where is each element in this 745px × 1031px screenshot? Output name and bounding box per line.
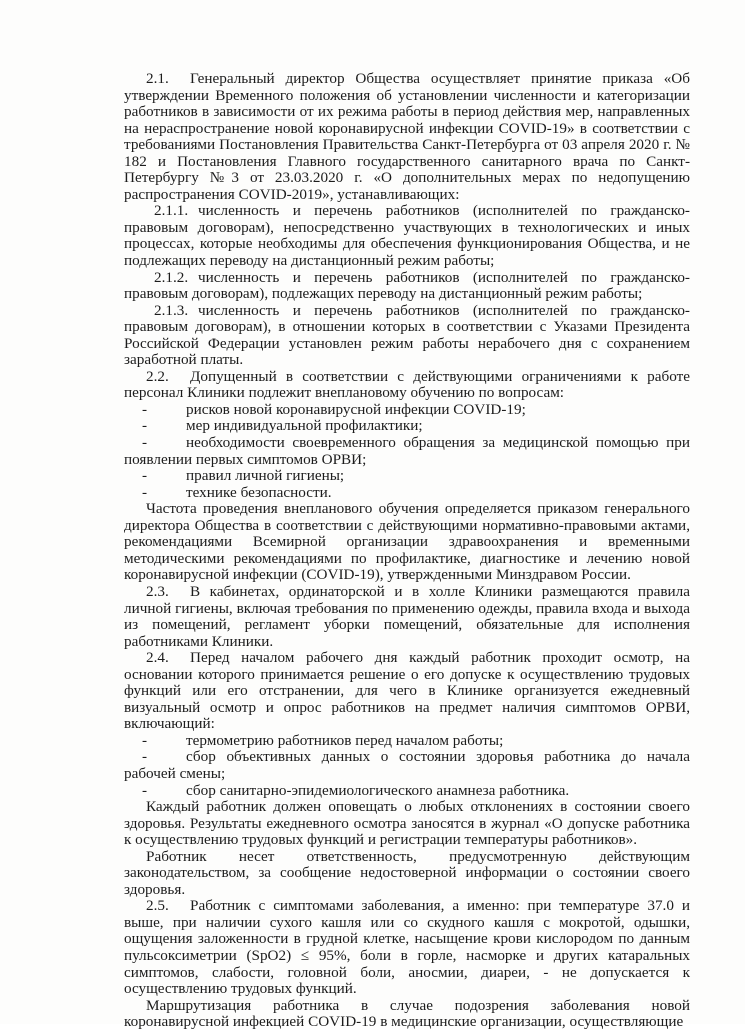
clause-number: 2.3.	[146, 582, 169, 600]
list-item	[124, 435, 690, 468]
list-item-text: технике безопасности.	[186, 483, 332, 501]
paragraph-text: Перед началом рабочего дня каждый работник проходит осмотр, на основании которого принимается решение о его допуске к осуществлению трудовых функций или его отстранении, для чего в Клинике организуется ежедневный визуальный осмотр и опрос работников на предмет наличия симптомов ОРВИ, включающий:	[124, 649, 690, 733]
paragraph-text: численность и перечень работников (исполнителей по гражданско-правовым договорам), в отношении которых в соответствии с Указами Президента Российской Федерации установлен режим работы нерабочего дня с сохранением заработной платы.	[124, 301, 690, 369]
paragraph-routing	[124, 998, 690, 1031]
paragraph-2-2	[124, 369, 690, 402]
clause-number: 2.1.1.	[154, 202, 189, 220]
list-item	[124, 485, 690, 502]
list-item-text: рисков новой коронавирусной инфекции COVID-19;	[186, 400, 526, 418]
paragraph-2-1-1	[124, 203, 690, 269]
list-dash: -	[142, 748, 148, 766]
list-item-text: правил личной гигиены;	[186, 467, 345, 485]
paragraph-text: численность и перечень работников (исполнителей по гражданско-правовым договорам), подлежащих переводу на дистанционный режим работы;	[124, 268, 690, 303]
paragraph-text: Частота проведения внепланового обучения определяется приказом генерального директора Общества в соответствии с действующими нормативно-правовыми актами, рекомендациями Всемирной организации здравоохранения и временными методическими рекомендациями по профилактике, диагностике и лечению новой коронавирусной инфекции (COVID-19), утвержденными Минздравом России.	[124, 500, 690, 584]
clause-number: 2.1.3.	[154, 301, 189, 319]
list-item	[124, 402, 690, 419]
list-item-text: сбор санитарно-эпидемиологического анамнеза работника.	[186, 781, 570, 799]
paragraph-responsibility	[124, 849, 690, 899]
paragraph-2-1	[124, 71, 690, 203]
list-item-text: сбор объективных данных о состоянии здоровья работника до начала рабочей смены;	[124, 748, 690, 782]
paragraph-2-1-2	[124, 270, 690, 303]
paragraph-text: Работник с симптомами заболевания, а именно: при температуре 37.0 и выше, при наличии сухого кашля или со скудного кашля с мокротой, одышки, ощущения заложенности в грудной клетке, насыщение крови кислородом по данным пульсоксиметрии (SpO2) ≤ 95%, боли в горле, насморке и других катаральных симптомов, слабости, головной боли, аносмии, диареи, - не допускается к осуществлению трудовых функций.	[124, 897, 690, 998]
list-item-text: мер индивидуальной профилактики;	[186, 417, 423, 435]
list-item-text: термометрию работников перед началом работы;	[186, 731, 504, 749]
list-item	[124, 733, 690, 750]
paragraph-text: Маршрутизация работника в случае подозрения заболевания новой коронавирусной инфекцией COVID-19 в медицинские организации, осуществляющие	[124, 996, 690, 1031]
paragraph-text: Каждый работник должен оповещать о любых отклонениях в состоянии своего здоровья. Результаты ежедневного осмотра заносятся в журнал «О допуске работника к осуществлению трудовых функций и регистрации температуры работников».	[124, 798, 690, 849]
list-item-text: необходимости своевременного обращения за медицинской помощью при появлении первых симптомов ОРВИ;	[124, 434, 690, 468]
list-dash: -	[142, 483, 148, 501]
paragraph-training-frequency	[124, 501, 690, 584]
list-dash: -	[142, 467, 148, 485]
list-item	[124, 468, 690, 485]
clause-number: 2.4.	[146, 649, 169, 667]
list-item	[124, 749, 690, 782]
clause-number: 2.1.2.	[154, 268, 189, 286]
paragraph-text: Работник несет ответственность, предусмотренную действующим законодательством, за сообщение недостоверной информации о состоянии своего здоровья.	[124, 847, 690, 898]
paragraph-text: Допущенный в соответствии с действующими ограничениями к работе персонал Клиники подлежит внеплановому обучению по вопросам:	[124, 367, 690, 402]
clause-number: 2.2.	[146, 367, 169, 385]
list-dash: -	[142, 781, 148, 799]
paragraph-2-4	[124, 650, 690, 733]
paragraph-2-5	[124, 898, 690, 997]
list-item	[124, 418, 690, 435]
paragraph-text: численность и перечень работников (исполнителей по гражданско-правовым договорам), непосредственно участвующих в технологических и иных процессах, которые необходимы для обеспечения функционирования Общества, и не подлежащих переводу на дистанционный режим работы;	[124, 202, 690, 270]
list-dash: -	[142, 434, 148, 452]
list-dash: -	[142, 400, 148, 418]
clause-number: 2.1.	[146, 70, 169, 87]
paragraph-text: В кабинетах, ординаторской и в холле Клиники размещаются правила личной гигиены, включая требования по применению одежды, правила входа и выхода из помещений, регламент уборки помещений, обязательные для исполнения работниками Клиники.	[124, 582, 690, 650]
list-dash: -	[142, 417, 148, 435]
clause-number: 2.5.	[146, 897, 169, 915]
list-dash: -	[142, 731, 148, 749]
document-body	[124, 71, 690, 1031]
paragraph-2-3	[124, 584, 690, 650]
list-item	[124, 783, 690, 800]
paragraph-2-1-3	[124, 303, 690, 369]
paragraph-health-notification	[124, 799, 690, 849]
paragraph-text: Генеральный директор Общества осуществляет принятие приказа «Об утверждении Временного положения об установлении численности и категоризации работников в зависимости от их режима работы в период действия мер, направленных на нераспространение новой коронавирусной инфекции COVID-19» в соответствии с требованиями Постановления Правительства Санкт-Петербурга от 03 апреля 2020 г. № 182 и Постановления Главного государственного санитарного врача по Санкт-Петербургу №3 от 23.03.2020 г. «О дополнительных мерах по недопущению распространения COVID-2019», устанавливающих:	[124, 70, 690, 203]
